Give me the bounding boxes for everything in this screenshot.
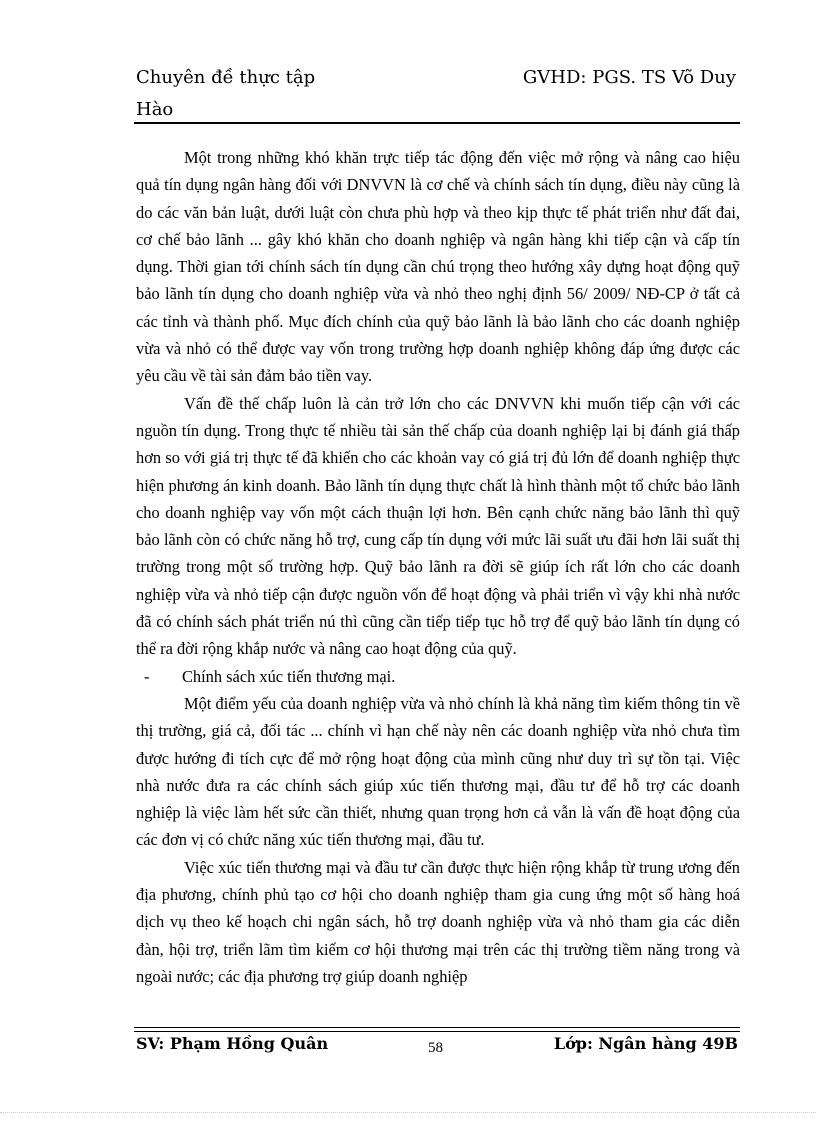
page-number: 58 [428,1040,443,1056]
bullet-item [136,663,740,690]
header-divider [134,122,740,124]
paragraph: Một trong những khó khăn trực tiếp tác động đến việc mở rộng và nâng cao hiệu quả tín dụng ngân hàng đối với DNVVN là cơ chế và chính sách tín dụng, điều này cũng là do các văn bản luật, dưới luật còn chưa phù hợp và theo kịp thực tế phát triển như đất đai, cơ chế bảo lãnh ... gây khó khăn cho doanh nghiệp và ngân hàng khi tiếp cận và cấp tín dụng. Thời gian tới chính sách tín dụng cần chú trọng theo hướng xây dựng hoạt động quỹ bảo lãnh tín dụng cho doanh nghiệp vừa và nhỏ theo nghị định 56/ 2009/ NĐ-CP ở tất cả các tỉnh và thành phố. Mục đích chính của quỹ bảo lãnh là bảo lãnh cho các doanh nghiệp vừa và nhỏ có thể được vay vốn trong trường hợp doanh nghiệp không đáp ứng được các yêu cầu về tài sản đảm bảo tiền vay. [136,148,740,386]
bullet-text: Chính sách xúc tiến thương mại. [182,666,396,686]
header-left: Chuyên đề thực tập Hào [136,67,316,120]
paragraph: Việc xúc tiến thương mại và đầu tư cần được thực hiện rộng khắp từ trung ương đến địa phương, chính phủ tạo cơ hội cho doanh nghiệp tham gia cung ứng một số hàng hoá dịch vụ theo kế hoạch chi ngân sách, hỗ trợ doanh nghiệp vừa và nhỏ tham gia các diễn đàn, hội trợ, triển lãm tìm kiếm cơ hội thương mại trên các thị trường tiềm năng trong và ngoài nước; các địa phương trợ giúp doanh nghiệp [136,857,740,986]
page-body [136,144,740,990]
paragraph: Vấn đề thế chấp luôn là cản trở lớn cho các DNVVN khi muốn tiếp cận với các nguồn tín dụng. Trong thực tế nhiều tài sản thế chấp của doanh nghiệp lại bị đánh giá thấp hơn so với giá trị thực tế đã khiến cho các khoản vay có giá trị đủ lớn để doanh nghiệp thực hiện phương án kinh doanh. Bảo lãnh tín dụng thực chất là hình thành một tổ chức bảo lãnh cho doanh nghiệp vay vốn một cách thuận lợi hơn. Bên cạnh chức năng bảo lãnh thì quỹ bảo lãnh còn có chức năng hỗ trợ, cung cấp tín dụng với mức lãi suất ưu đãi hơn lãi suất thị trường trong một số trường hợp. Quỹ bảo lãnh ra đời sẽ giúp ích rất lớn cho các doanh nghiệp vừa và nhỏ tiếp cận được nguồn vốn để hoạt động và phải triển vì vậy khi nhà nước đã có chính sách phát triển nú thì cũng cần tiếp tiếp tục hỗ trợ để quỹ bảo lãnh tín dụng có thể ra đời rộng khắp nước và nâng cao hoạt động của quỹ. [136,393,740,659]
footer-divider [134,1027,740,1032]
paragraph: Một điểm yếu của doanh nghiệp vừa và nhỏ chính là khả năng tìm kiếm thông tin về thị trường, giá cả, đối tác ... chính vì hạn chế này nên các doanh nghiệp vừa nhỏ chưa tìm được hướng đi tích cực để mở rộng hoạt động của mình cũng như duy trì sự tồn tại. Việc nhà nước đưa ra các chính sách giúp xúc tiến thương mại, đầu tư để hỗ trợ các doanh nghiệp là việc làm hết sức cần thiết, nhưng quan trọng hơn cả vẫn là vấn đề hoạt động của các đơn vị có chức năng xúc tiến thương mại, đầu tư. [136,693,740,850]
header-right: GVHD: PGS. TS Võ Duy [522,67,736,88]
bullet-dash: - [144,666,150,686]
footer-class: Lớp: Ngân hàng 49B [553,1034,738,1053]
page-edge [0,1112,816,1113]
footer-student: SV: Phạm Hồng Quân [136,1034,329,1053]
